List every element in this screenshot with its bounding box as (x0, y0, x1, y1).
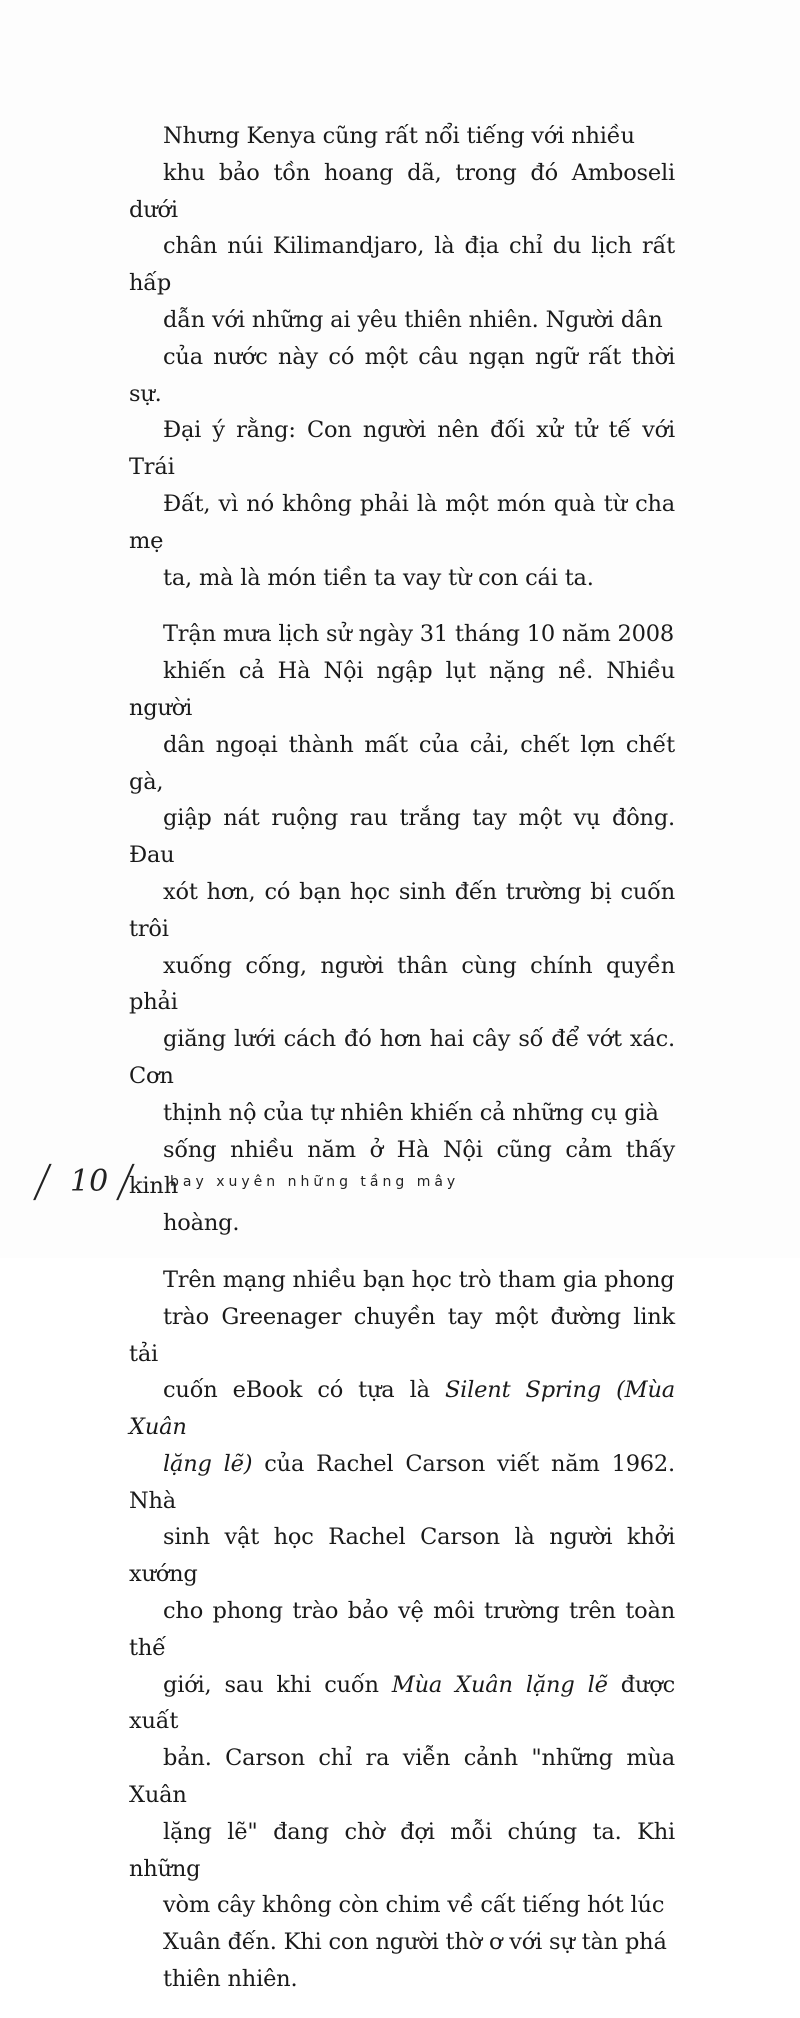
text-line (129, 1372, 675, 1446)
text-line: sống nhiều năm ở Hà Nội cũng cảm thấy kinh (129, 1136, 675, 1200)
paragraph-hanoi-flood (129, 616, 675, 1242)
text-line: trào Greenager chuyền tay một đường link tải (129, 1303, 675, 1367)
text-line: dẫn với những ai yêu thiên nhiên. Người dân (163, 306, 663, 333)
text-line: khiến cả Hà Nội ngập lụt nặng nề. Nhiều người (129, 658, 675, 721)
text-line: Xuân đến. Khi con người thờ ơ với sự tàn phá (163, 1929, 667, 1956)
slash-right-ornament: / (114, 1156, 137, 1207)
paragraph-kenya (129, 118, 675, 596)
text-segment: giới, sau khi cuốn (163, 1671, 392, 1698)
text-line: khu bảo tồn hoang dã, trong đó Amboseli dưới (129, 159, 675, 223)
running-title: bay xuyên những tầng mây (170, 1174, 460, 1190)
text-line: thịnh nộ của tự nhiên khiến cả những cụ già (163, 1099, 659, 1126)
text-segment: của Rachel Carson viết năm 1962. Nhà (129, 1450, 675, 1514)
book-title-italic: Silent Spring (Mùa Xuân (129, 1377, 675, 1441)
text-segment: cuốn eBook có tựa là (163, 1377, 445, 1404)
text-line: sinh vật học Rachel Carson là người khởi xướng (129, 1524, 675, 1588)
page-number: 10 (70, 1164, 109, 1199)
text-line: Trận mưa lịch sử ngày 31 tháng 10 năm 2008 (163, 621, 675, 648)
text-line: hoàng. (163, 1210, 240, 1237)
text-line (129, 1667, 675, 1741)
text-line: Đất, vì nó không phải là một món quà từ cha mẹ (129, 490, 675, 554)
text-line (129, 1446, 675, 1520)
page-footer (30, 1156, 590, 1210)
text-line: bản. Carson chỉ ra viễn cảnh "những mùa Xuân (129, 1745, 675, 1809)
text-line: Nhưng Kenya cũng rất nổi tiếng với nhiều (163, 123, 635, 149)
text-line: của nước này có một câu ngạn ngữ rất thời sự. (129, 343, 675, 407)
body-text (129, 118, 675, 2018)
text-line: dân ngoại thành mất của cải, chết lợn chết gà, (129, 731, 675, 795)
text-line: Đại ý rằng: Con người nên đối xử tử tế với Trái (129, 417, 675, 481)
book-title-italic: lặng lẽ) (163, 1450, 253, 1477)
paragraph-silent-spring (129, 1262, 675, 1998)
text-segment: được xuất (129, 1671, 675, 1735)
book-title-italic: Mùa Xuân lặng lẽ (391, 1671, 608, 1698)
text-line: vòm cây không còn chim về cất tiếng hót lúc (163, 1892, 665, 1919)
text-line: Trên mạng nhiều bạn học trò tham gia phong (163, 1266, 675, 1293)
text-line: cho phong trào bảo vệ môi trường trên toàn thế (129, 1598, 675, 1661)
text-line: giăng lưới cách đó hơn hai cây số để vớt xác. Cơn (129, 1026, 675, 1089)
slash-left-ornament: / (31, 1156, 54, 1207)
text-line: xót hơn, có bạn học sinh đến trường bị cuốn trôi (129, 878, 675, 942)
text-line: lặng lẽ" đang chờ đợi mỗi chúng ta. Khi những (129, 1818, 675, 1882)
text-line: thiên nhiên. (163, 1966, 298, 1993)
text-line: xuống cống, người thân cùng chính quyền phải (129, 952, 675, 1016)
text-line: giập nát ruộng rau trắng tay một vụ đông. Đau (129, 805, 675, 869)
text-line: chân núi Kilimandjaro, là địa chỉ du lịch rất hấp (129, 233, 675, 297)
text-line: ta, mà là món tiền ta vay từ con cái ta. (163, 564, 594, 591)
